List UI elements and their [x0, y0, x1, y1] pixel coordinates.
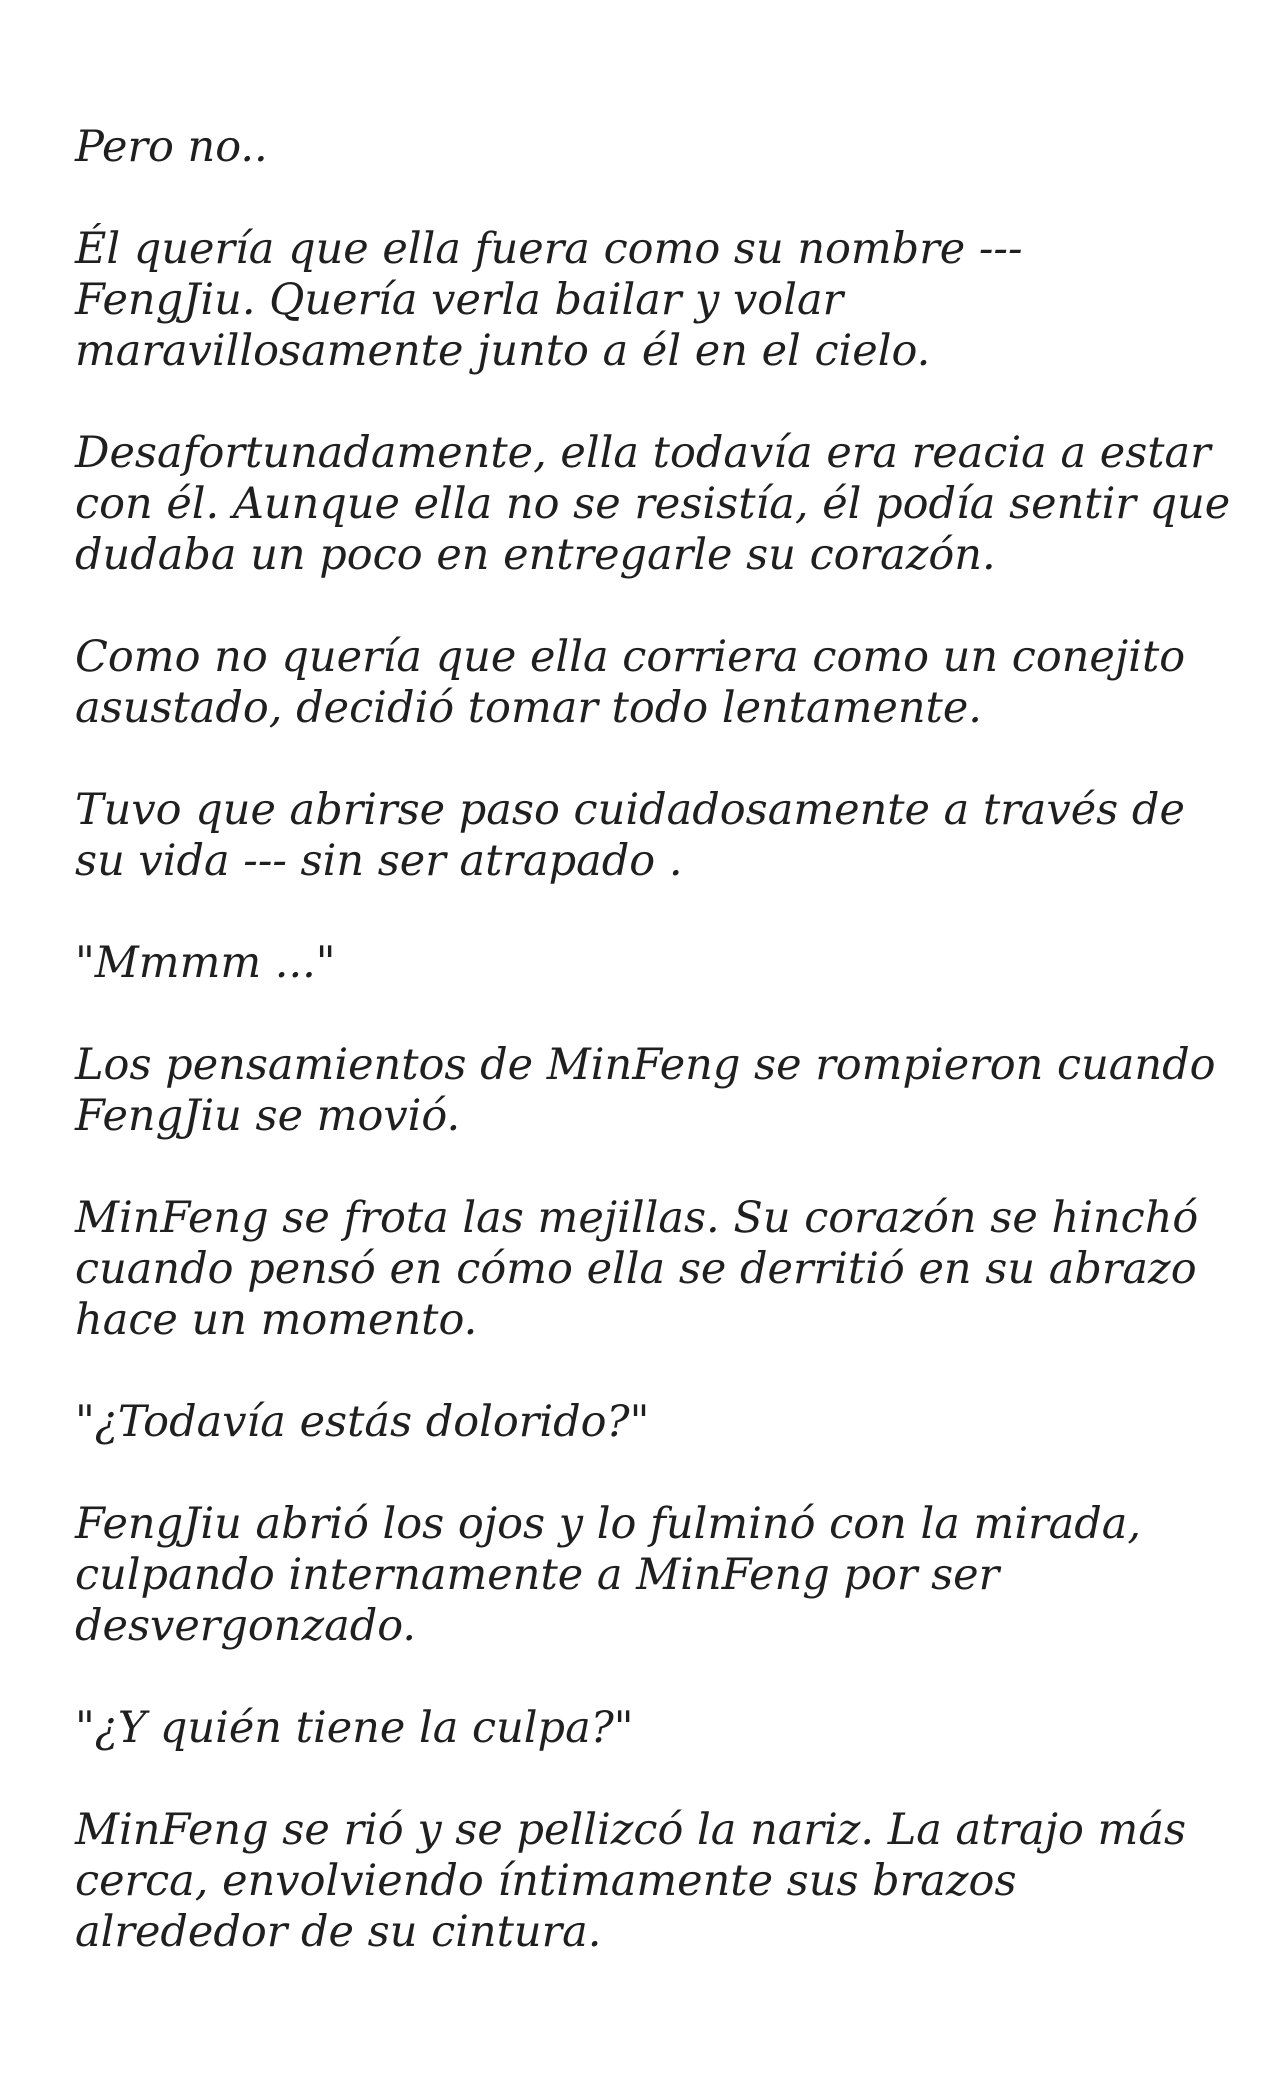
text-line: Tuvo que abrirse paso cuidadosamente a través de [75, 785, 1185, 835]
paragraph-3 [75, 428, 1231, 581]
text-line: FengJiu. Quería verla bailar y volar [75, 275, 844, 325]
paragraph-7 [75, 1040, 1215, 1142]
text-line: "¿Y quién tiene la culpa?" [75, 1703, 634, 1753]
text-line: Los pensamientos de MinFeng se rompieron cuando [75, 1040, 1216, 1090]
paragraph-8 [75, 1193, 1215, 1346]
text-line: Él quería que ella fuera como su nombre --- [75, 224, 1023, 274]
text-line: FengJiu abrió los ojos y lo fulminó con la mirada, [75, 1499, 1142, 1549]
text-line: culpando internamente a MinFeng por ser [75, 1550, 1000, 1600]
text-line: Pero no.. [75, 122, 268, 172]
paragraph-6 [75, 938, 1215, 989]
paragraph-1 [75, 122, 1215, 173]
text-line: MinFeng se frota las mejillas. Su corazón se hinchó [75, 1193, 1199, 1243]
paragraph-12 [75, 1805, 1215, 1958]
paragraph-5 [75, 785, 1215, 887]
text-line: MinFeng se rió y se pellizcó la nariz. La atrajo más [75, 1805, 1187, 1855]
text-line: desvergonzado. [75, 1601, 417, 1651]
text-line: maravillosamente junto a él en el cielo. [75, 326, 931, 376]
paragraph-2 [75, 224, 1215, 377]
text-line: Como no quería que ella corriera como un conejito [75, 632, 1186, 682]
paragraph-11 [75, 1703, 1215, 1754]
paragraph-10 [75, 1499, 1215, 1652]
paragraph-4 [75, 632, 1215, 734]
text-line: su vida --- sin ser atrapado . [75, 836, 683, 886]
text-line: hace un momento. [75, 1295, 478, 1345]
text-line: "Mmmm ..." [75, 938, 336, 988]
text-line: FengJiu se movió. [75, 1091, 461, 1141]
paragraph-9 [75, 1397, 1215, 1448]
text-line: con él. Aunque ella no se resistía, él podía sentir que [75, 479, 1231, 529]
text-line: Desafortunadamente, ella todavía era reacia a estar [75, 428, 1211, 478]
text-line: asustado, decidió tomar todo lentamente. [75, 683, 982, 733]
text-line: "¿Todavía estás dolorido?" [75, 1397, 650, 1447]
text-line: dudaba un poco en entregarle su corazón. [75, 530, 996, 580]
text-line: cerca, envolviendo íntimamente sus brazos [75, 1856, 1017, 1906]
text-line: alrededor de su cintura. [75, 1907, 602, 1957]
text-line: cuando pensó en cómo ella se derritió en su abrazo [75, 1244, 1197, 1294]
story-text [75, 122, 1231, 2009]
